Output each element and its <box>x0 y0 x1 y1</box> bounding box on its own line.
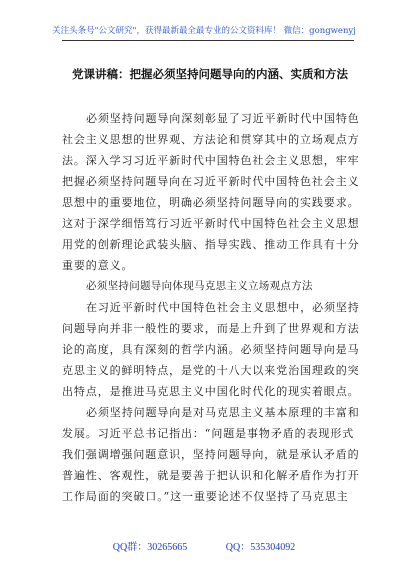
footer-qq-group: QQ群：30265665 <box>112 542 188 553</box>
text-line: 在习近平新时代中国特色社会主义思想中，必须坚持 <box>86 301 360 314</box>
text-line: 问题导向并非一般性的要求，而是上升到了世界观和方法 <box>62 322 360 335</box>
footer-qq: QQ：535304092 <box>225 542 296 553</box>
footer-contacts <box>0 538 408 553</box>
document-body <box>62 108 360 507</box>
text-line: 社会主义思想的世界观、方法论和贯穿其中的立场观点方 <box>62 133 360 146</box>
text-line: 论的高度，具有深刻的哲学内涵。必须坚持问题导向是马 <box>62 343 360 356</box>
text-line: 法。深入学习习近平新时代中国特色社会主义思想，牢牢 <box>62 154 360 167</box>
header-divider <box>62 40 354 41</box>
section-heading: 必须坚持问题导向体现马克思主义立场观点方法 <box>86 280 313 292</box>
text-line: 用党的创新理论武装头脑、指导实践、推动工作具有十分 <box>62 238 360 251</box>
text-line: 工作局面的突破口。”这一重要论述不仅坚持了马克思主 <box>62 490 349 503</box>
text-line: 思想中的重要地位，明确必须坚持问题导向的实践要求。 <box>62 196 360 209</box>
text-line: 把握必须坚持问题导向在习近平新时代中国特色社会主义 <box>62 175 360 188</box>
text-line: 克思主义的鲜明特点，是党的十八大以来党治国理政的突 <box>62 364 360 377</box>
text-line: 必须坚持问题导向是对马克思主义基本原理的丰富和 <box>86 406 360 419</box>
text-line: 出特点，是推进马克思主义中国化时代化的现实着眼点。 <box>62 385 360 398</box>
text-line: 必须坚持问题导向深刻彰显了习近平新时代中国特色 <box>86 112 360 125</box>
text-line: 我们强调增强问题意识，坚持问题导向，就是承认矛盾的 <box>62 448 360 461</box>
text-line: 发展。习近平总书记指出：“问题是事物矛盾的表现形式 <box>62 427 355 440</box>
text-line: 这对于深学细悟笃行习近平新时代中国特色社会主义思想 <box>62 217 360 230</box>
header-note: 关注头条号"公文研究"，获得最新最全最专业的公文资料库！ 微信：gongwenyj <box>52 26 356 36</box>
paragraph-2 <box>62 297 360 402</box>
text-line: 重要的意义。 <box>62 259 134 272</box>
document-title: 党课讲稿：把握必须坚持问题导向的内涵、实质和方法 <box>72 67 348 81</box>
paragraph-1 <box>62 108 360 276</box>
text-line: 普遍性、客观性，就是要善于把认识和化解矛盾作为打开 <box>62 469 360 482</box>
paragraph-3 <box>62 402 360 507</box>
